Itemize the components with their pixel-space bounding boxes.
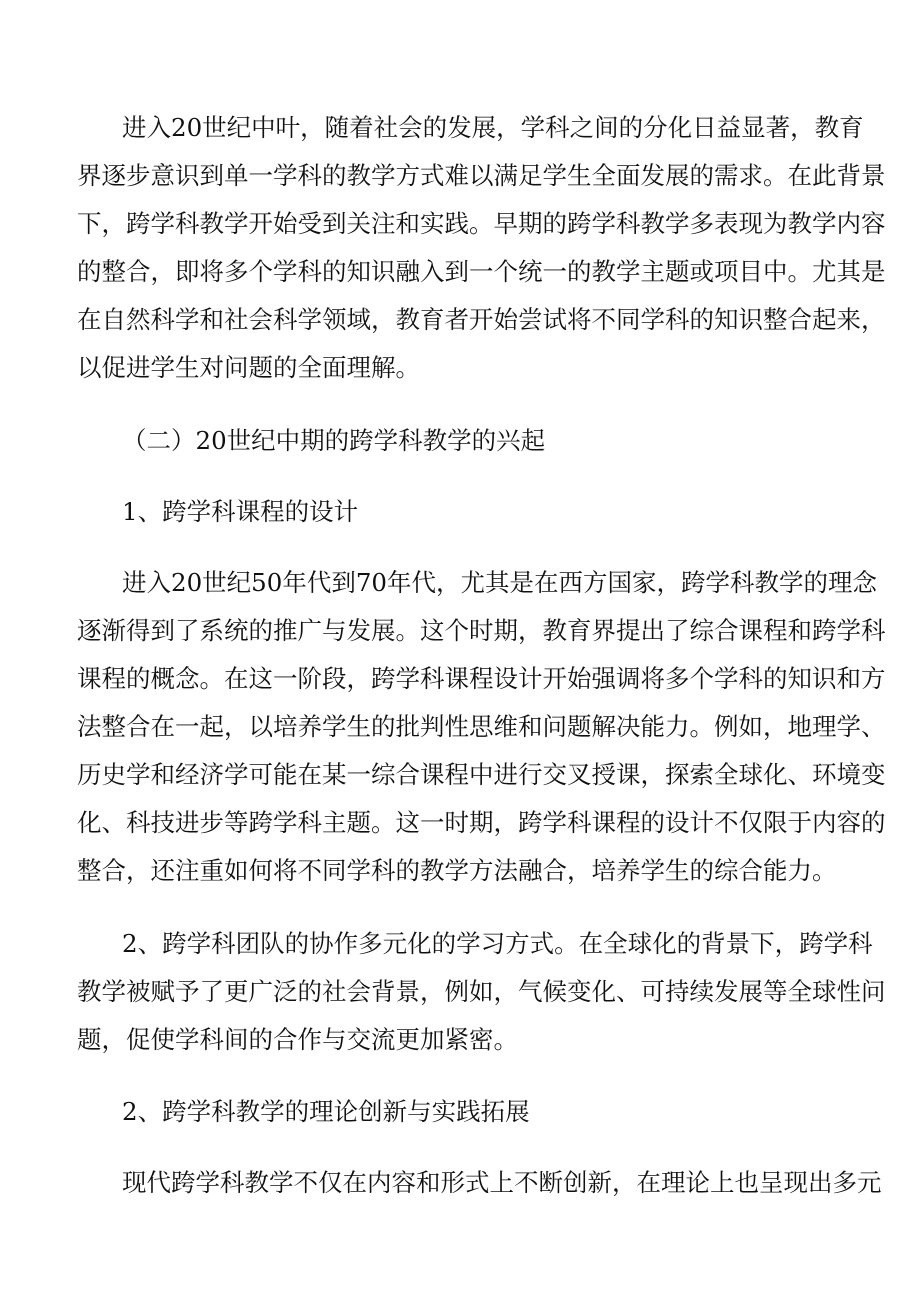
paragraph-line: 逐渐得到了系统的推广与发展。这个时期，教育界提出了综合课程和跨学科: [77, 616, 886, 645]
paragraph-line: 下，跨学科教学开始受到关注和实践。早期的跨学科教学多表现为教学内容: [77, 209, 886, 238]
paragraph-line: 法整合在一起，以培养学生的批判性思维和问题解决能力。例如，地理学、: [77, 712, 886, 741]
paragraph-line: 在自然科学和社会科学领域，教育者开始尝试将不同学科的知识整合起来，: [77, 305, 886, 334]
paragraph-line: 2、跨学科团队的协作多元化的学习方式。在全球化的背景下，跨学科: [122, 929, 873, 958]
subsection-heading: 1、跨学科课程的设计: [122, 497, 359, 526]
paragraph-line: 以促进学生对问题的全面理解。: [77, 353, 420, 382]
paragraph-line: 界逐步意识到单一学科的教学方式难以满足学生全面发展的需求。在此背景: [77, 161, 886, 190]
paragraph-line: 现代跨学科教学不仅在内容和形式上不断创新，在理论上也呈现出多元: [122, 1168, 882, 1197]
paragraph-line: 进入20世纪中叶，随着社会的发展，学科之间的分化日益显著，教育: [122, 113, 864, 142]
paragraph-line: 进入20世纪50年代到70年代，尤其是在西方国家，跨学科教学的理念: [122, 568, 878, 597]
paragraph-line: 整合，还注重如何将不同学科的教学方法融合，培养学生的综合能力。: [77, 856, 837, 885]
paragraph-line: 化、科技进步等跨学科主题。这一时期，跨学科课程的设计不仅限于内容的: [77, 808, 886, 837]
paragraph-line: 的整合，即将多个学科的知识融入到一个统一的教学主题或项目中。尤其是: [77, 257, 886, 286]
subsection-heading: 2、跨学科教学的理论创新与实践拓展: [122, 1097, 530, 1126]
paragraph-line: 题，促使学科间的合作与交流更加紧密。: [77, 1025, 518, 1054]
paragraph-line: 教学被赋予了更广泛的社会背景，例如，气候变化、可持续发展等全球性问: [77, 977, 886, 1006]
section-heading: （二）20世纪中期的跨学科教学的兴起: [122, 426, 546, 455]
paragraph-line: 历史学和经济学可能在某一综合课程中进行交叉授课，探索全球化、环境变: [77, 760, 886, 789]
paragraph-line: 课程的概念。在这一阶段，跨学科课程设计开始强调将多个学科的知识和方: [77, 664, 886, 693]
